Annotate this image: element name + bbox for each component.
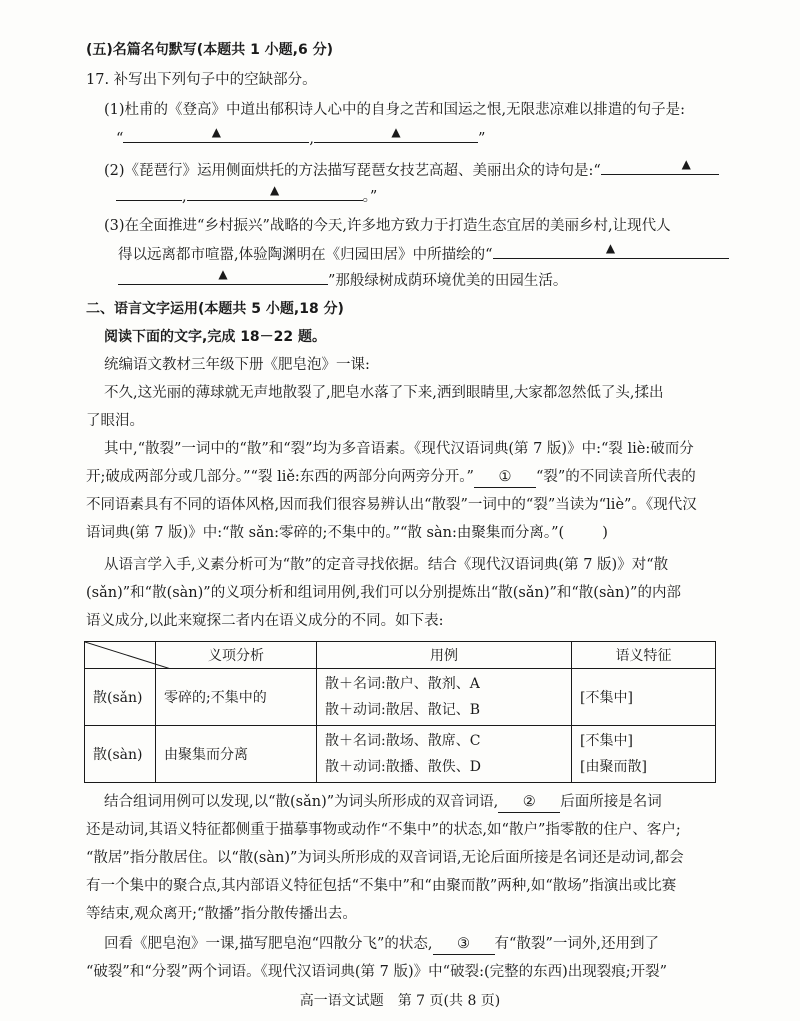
- table-cell-word: 散(sǎn): [85, 669, 156, 726]
- blank-1[interactable]: ①: [474, 467, 536, 488]
- paragraph5-line2: “破裂”和“分裂”两个词语。《现代汉语词典(第 7 版)》中“破裂:(完整的东西)出现裂痕;开裂”: [86, 964, 668, 980]
- open-quote: “: [116, 131, 124, 147]
- paragraph3-line3: 语义成分,以此来窥探二者内在语义成分的不同。如下表:: [86, 613, 444, 629]
- triangle-marker: ▲: [681, 157, 691, 171]
- paragraph4-line4: 有一个集中的聚合点,其内部语义特征包括“不集中”和“由聚而散”两种,如“散场”指演出或比赛: [86, 878, 677, 894]
- passage-quote-line2: 了眼泪。: [86, 413, 144, 429]
- paragraph2-line3: 不同语素具有不同的语体风格,因而我们很容易辨认出“散裂”一词中的“裂”当读为“liè”。《现代汉: [86, 497, 697, 513]
- question-17-2-text: [104, 157, 719, 181]
- diagonal-line: [85, 642, 171, 669]
- example-line: 散＋名词:散场、散席、C: [325, 733, 481, 749]
- paragraph3-line2: (sǎn)”和“散(sàn)”的义项分析和组词用例,我们可以分别提炼出“散(sǎn)”和“散(sàn)”的内部: [86, 585, 681, 601]
- paragraph4-line3: “散居”指分散居住。以“散(sàn)”为词头所形成的双音词语,无论后面所接是名词还是动词,都会: [86, 850, 684, 866]
- table-cell-meaning: 由聚集而分离: [156, 726, 317, 783]
- triangle-marker: ▲: [211, 125, 222, 139]
- paragraph2-line4: [86, 523, 608, 543]
- example-line: 散＋动词:散播、散佚、D: [325, 759, 481, 775]
- table-header-row: [85, 642, 716, 669]
- table-cell-examples: [317, 726, 572, 783]
- question-17-3-prompt: 得以远离都市喧嚣,体验陶渊明在《归园田居》中所描绘的“: [118, 247, 493, 263]
- table-cell-examples: [317, 669, 572, 726]
- answer-blank[interactable]: [314, 125, 478, 143]
- section-2-title: 二、语言文字运用(本题共 5 小题,18 分): [86, 301, 344, 317]
- paragraph2-text: 开;破成两部分或几部分。”“裂 liě:东西的两部分向两旁分开。”: [86, 469, 474, 485]
- close-quote: 。”: [362, 189, 378, 205]
- paragraph5-text: 回看《肥皂泡》一课,描写肥皂泡“四散分飞”的状态,: [104, 936, 433, 952]
- question-17-3-line2: [118, 241, 729, 265]
- close-paren: ): [602, 525, 608, 541]
- paragraph2-text-cont: “裂”的不同读音所代表的: [535, 469, 696, 485]
- answer-blank[interactable]: [116, 186, 182, 201]
- example-line: 散＋名词:散户、散剂、A: [325, 676, 480, 692]
- close-quote: ”: [478, 131, 486, 147]
- question-17-stem: 17. 补写出下列句子中的空缺部分。: [86, 72, 317, 88]
- passage-source: 统编语文教材三年级下册《肥皂泡》一课:: [104, 357, 370, 373]
- paragraph3-line1: 从语言学入手,义素分析可为“散”的定音寻找依据。结合《现代汉语词典(第 7 版)》对“散: [104, 557, 669, 573]
- table-cell-feature: [572, 726, 716, 783]
- paragraph4-line5: 等结束,观众离开;“散播”指分散传播出去。: [86, 906, 357, 922]
- blank-3[interactable]: ③: [433, 934, 495, 955]
- page-footer: 高一语文试题 第 7 页(共 8 页): [299, 993, 501, 1009]
- question-17-2-answer-line: [116, 183, 378, 207]
- question-17-2-prompt: (2)《琵琶行》运用侧面烘托的方法描写琵琶女技艺高超、美丽出众的诗句是:“: [104, 163, 601, 179]
- question-17-3-tail: ”那般绿树成荫环境优美的田园生活。: [328, 273, 568, 289]
- table-header: 语义特征: [572, 642, 716, 669]
- triangle-marker: ▲: [391, 125, 401, 139]
- comma: ,: [309, 131, 315, 147]
- question-17-3-line3: [118, 267, 568, 291]
- passage-quote-line1: 不久,这光丽的薄球就无声地散裂了,肥皂水落了下来,洒到眼睛里,大家都忽然低了头,揉出: [104, 385, 664, 401]
- feature-line: [不集中]: [580, 733, 633, 749]
- triangle-marker: ▲: [605, 241, 616, 255]
- question-17-1-answer-line: [116, 125, 486, 149]
- answer-blank[interactable]: [601, 157, 719, 175]
- table-cell-feature: [不集中]: [572, 669, 716, 726]
- answer-blank[interactable]: [187, 183, 363, 201]
- example-line: 散＋动词:散居、散记、B: [325, 702, 481, 718]
- question-17-1-text: (1)杜甫的《登高》中道出郁积诗人心中的自身之苦和国运之恨,无限悲凉难以排遣的句子是:: [104, 102, 686, 118]
- comma: ,: [182, 189, 187, 205]
- paragraph4-text: 结合组词用例可以发现,以“散(sǎn)”为词头所形成的双音词语,: [104, 794, 499, 810]
- table-cell-meaning: 零碎的;不集中的: [156, 669, 317, 726]
- table-cell-word: 散(sàn): [85, 726, 156, 783]
- paragraph4-text-cont: 后面所接是名词: [560, 794, 662, 810]
- answer-blank[interactable]: [123, 125, 309, 143]
- table-header: 义项分析: [156, 642, 317, 669]
- paragraph2-text: 语词典(第 7 版)》中:“散 sǎn:零碎的;不集中的。”“散 sàn:由聚集而分离。”(: [86, 525, 565, 541]
- triangle-marker: ▲: [269, 183, 280, 197]
- paragraph5-text-cont: 有“散裂”一词外,还用到了: [494, 936, 659, 952]
- question-17-3-text: (3)在全面推进“乡村振兴”战略的今天,许多地方致力于打造生态宜居的美丽乡村,让现代人: [104, 218, 671, 234]
- feature-line: [由聚而散]: [580, 759, 647, 775]
- answer-blank[interactable]: [118, 267, 328, 285]
- paragraph4-line1: [104, 792, 662, 813]
- table-row: [85, 726, 716, 783]
- semantic-analysis-table: [84, 641, 716, 783]
- paragraph2-line2: [86, 467, 696, 488]
- blank-2[interactable]: ②: [498, 792, 560, 813]
- paragraph5-line1: [104, 934, 659, 955]
- paragraph4-line2: 还是动词,其语义特征都侧重于描摹事物或动作“不集中”的状态,如“散户”指零散的住户、客户;: [86, 822, 681, 838]
- triangle-marker: ▲: [218, 267, 228, 281]
- paragraph2-line1: 其中,“散裂”一词中的“散”和“裂”均为多音语素。《现代汉语词典(第 7 版)》中:“裂 liè:破而分: [104, 441, 694, 457]
- diagonal-header-cell: [85, 642, 156, 669]
- table-header: 用例: [317, 642, 572, 669]
- section-5-title: (五)名篇名句默写(本题共 1 小题,6 分): [86, 42, 334, 58]
- table-row: [85, 669, 716, 726]
- answer-blank[interactable]: [493, 241, 729, 259]
- reading-instruction: 阅读下面的文字,完成 18－22 题。: [104, 329, 327, 345]
